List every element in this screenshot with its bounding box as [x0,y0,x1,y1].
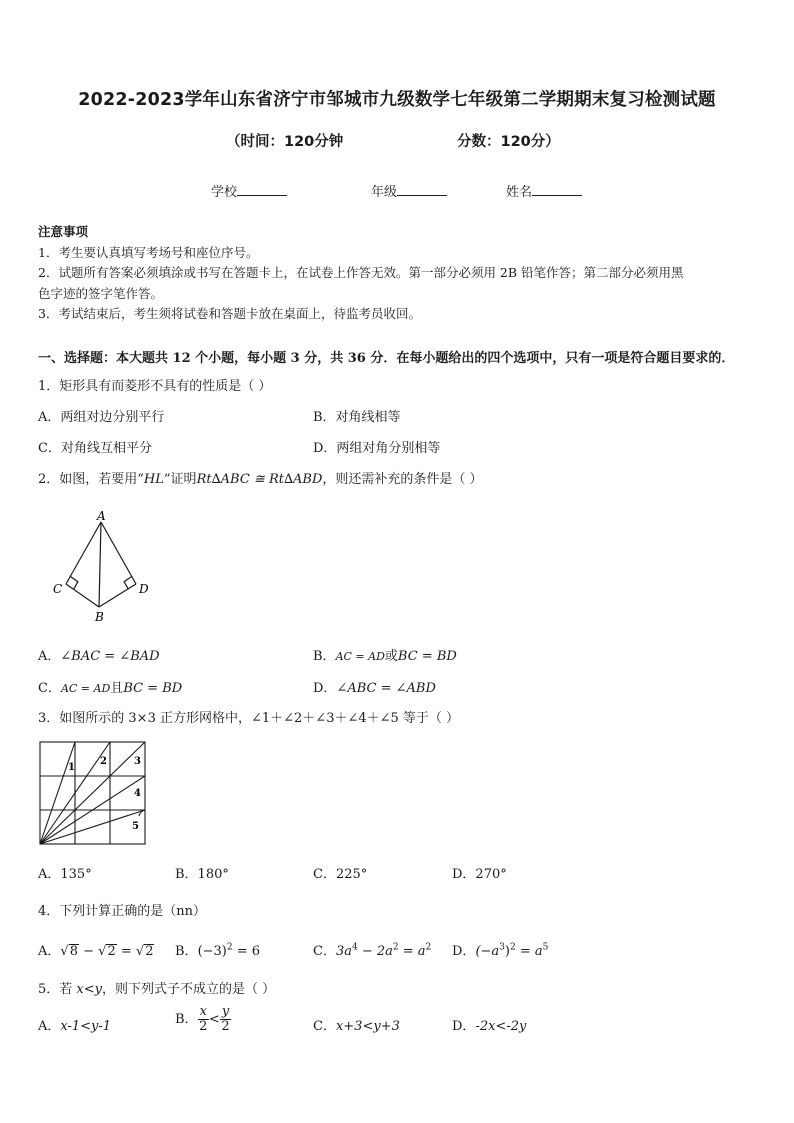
label-a: A [97,509,106,523]
q3-option-d[interactable]: D．270° [452,867,507,882]
q2-option-b[interactable]: B．AC = AD或BC = BD [313,649,457,664]
question-1-stem: 1．矩形具有而菱形不具有的性质是（ ） [38,379,272,394]
question-5-stem: 5．若 x<y，则下列式子不成立的是（ ） [38,982,276,997]
q4-option-b[interactable]: B．$(-3)^2 = 6$ [175,942,261,959]
angle-label-1: 1 [68,762,75,773]
q3-option-c[interactable]: C．225° [313,867,368,882]
q5-option-c[interactable]: C．x+3<y+3 [313,1019,400,1034]
question-4-stem: 4．下列计算正确的是（nn） [38,904,207,919]
name-field[interactable]: 姓名 [506,181,582,200]
note-item: 2．试题所有答案必须填涂或书写在答题卡上，在试卷上作答无效。第一部分必须用 2B 铅笔作答；第二部分必须用黑 [38,265,684,280]
grade-field[interactable]: 年级 [371,181,447,200]
q3-option-b[interactable]: B．180° [175,867,229,882]
section-heading: 一、选择题：本大题共 12 个小题，每小题 3 分，共 36 分．在每小题给出的四个选项中，只有一项是符合题目要求的． [38,351,735,366]
note-item: 3．考试结束后，考生须将试卷和答题卡放在桌面上，待监考员收回。 [38,306,421,321]
label-c: C [53,582,63,596]
q5-option-a[interactable]: A．x-1<y-1 [38,1019,112,1034]
q1-option-d[interactable]: D．两组对角分别相等 [313,441,441,456]
q5-option-d[interactable]: D．-2x<-2y [452,1019,527,1034]
q1-option-b[interactable]: B．对角线相等 [313,410,401,425]
q4-option-c[interactable]: C．$3a^4 - 2a^2 = a^2$ [313,942,432,959]
angle-label-3: 3 [134,756,141,767]
q1-option-a[interactable]: A．两组对边分别平行 [38,410,165,425]
question-3-stem: 3．如图所示的 3×3 正方形网格中，∠1＋∠2＋∠3＋∠4＋∠5 等于（ ） [38,711,460,726]
exam-title: 2022-2023学年山东省济宁市邹城市九级数学七年级第二学期期末复习检测试题 [78,90,716,110]
question-2-stem: 2．如图，若要用“HL”证明Rt∆ABC ≅ Rt∆ABD，则还需补充的条件是（ ） [38,472,483,487]
note-item: 1．考生要认真填写考场号和座位序号。 [38,244,259,260]
exam-time: （时间：120分钟 [226,134,344,150]
q1-option-c[interactable]: C．对角线互相平分 [38,441,152,456]
label-d: D [139,582,149,596]
angle-label-2: 2 [100,756,107,767]
q3-option-a[interactable]: A．135° [38,867,92,882]
q4-option-a[interactable]: A．√8 − √2 = √2 [38,944,154,959]
grid-figure [38,740,150,848]
notes-title: 注意事项 [38,224,89,239]
label-b: B [95,610,104,624]
angle-label-4: 4 [134,788,141,799]
q2-option-c[interactable]: C．AC = AD且BC = BD [38,681,183,696]
note-item: 色字迹的签字笔作答。 [38,285,164,301]
q4-option-d[interactable]: D．$(-a^3)^2 = a^5$ [452,942,549,959]
triangle-figure [48,508,160,628]
school-field[interactable]: 学校 [211,181,287,200]
angle-label-5: 5 [132,821,139,832]
q2-option-d[interactable]: D．∠ABC = ∠ABD [313,681,436,696]
exam-score: 分数：120分） [457,134,560,150]
q2-option-a[interactable]: A．∠BAC = ∠BAD [38,649,160,664]
q5-option-b[interactable]: B． $\frac{x}{2}$ < $\frac{y}{2}$ [175,1004,230,1034]
notes-block [38,222,758,325]
